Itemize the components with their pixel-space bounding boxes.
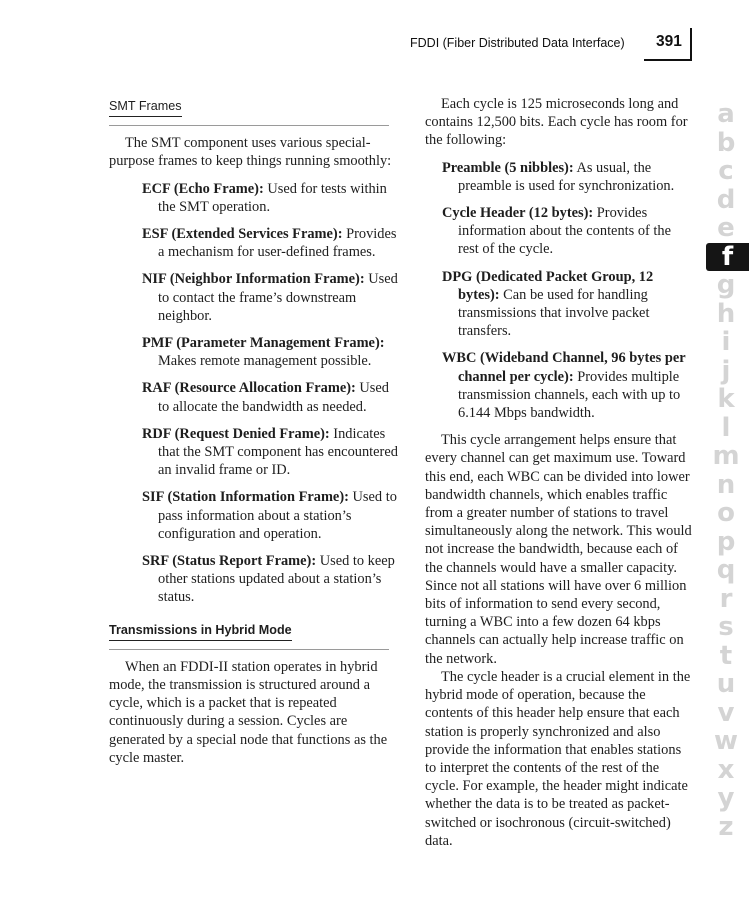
frame-desc: Used to pass information about a station’s configuration and operation. [158,489,397,542]
frame-desc: Used to contact the frame’s downstream neighbor. [158,271,398,324]
frame-term: RDF (Request Denied Frame): [142,425,330,442]
cycle-item-list [425,159,693,423]
frame-item-pmf [109,334,399,370]
item-term: DPG (Dedicated Packet Group, 12 bytes): [442,268,654,303]
item-term: WBC (Wideband Channel, 96 bytes per channel per cycle): [442,350,686,385]
thumb-tab-m: m [712,441,740,471]
frame-desc: Provides a mechanism for user-defined frames. [158,226,397,261]
thumb-tab-d: d [716,184,736,215]
right-column [425,95,693,850]
cycle-item-header [425,204,693,259]
heading-rule [109,649,389,650]
smt-intro-text: The SMT component uses various special-purpose frames to keep things running smoothly: [109,135,392,170]
cycle-item-wbc [425,349,693,422]
item-desc: Can be used for handling transmissions that involve packet transfers. [458,286,650,340]
hybrid-mode-heading: Transmissions in Hybrid Mode [109,621,292,641]
header-rule-horizontal [644,59,692,61]
frame-term: ESF (Extended Services Frame): [142,226,343,243]
thumb-tab-t: t [719,640,733,671]
frame-item-esf [109,225,399,261]
smt-frames-heading: SMT Frames [109,97,182,117]
thumb-tab-b: b [716,127,736,158]
item-term: Cycle Header (12 bytes): [442,205,594,222]
item-desc: Provides multiple transmission channels, each with up to 6.144 Mbps bandwidth. [458,368,681,422]
thumb-tab-s: s [718,612,734,642]
frame-desc: Used to keep other stations updated about a station’s status. [158,553,395,606]
cycle-item-dpg [425,268,693,341]
thumb-tab-k: k [717,384,735,414]
frame-desc: Indicates that the SMT component has encountered an invalid frame or ID. [158,425,398,479]
frame-term: NIF (Neighbor Information Frame): [142,271,365,288]
frame-term: PMF (Parameter Management Frame): [142,335,385,352]
frame-desc: Used to allocate the bandwidth as needed. [158,380,389,415]
thumb-tab-p: p [716,526,736,557]
frame-desc: Makes remote management possible. [158,353,372,370]
hybrid-paragraph: When an FDDI-II station operates in hybrid mode, the transmission is structured around a cycle, which is a packet that is repeated continuously during a session. Cycles are generated by a special node that functions as the cycle master. [109,658,388,766]
frame-term: SIF (Station Information Frame): [142,489,349,506]
thumb-index [706,100,746,841]
smt-intro-paragraph [109,134,399,170]
frame-item-srf [109,552,399,607]
thumb-tab-x: x [717,754,735,785]
running-header-title: FDDI (Fiber Distributed Data Interface) [410,36,625,50]
left-column [109,95,399,767]
thumb-tab-e: e [717,213,735,243]
thumb-tab-u: u [716,669,736,699]
frame-item-nif [109,270,399,325]
frame-term: RAF (Resource Allocation Frame): [142,380,356,397]
cycle-header-paragraph: The cycle header is a crucial element in the hybrid mode of operation, because the contents of this header help ensure that each station is properly synchronized and also provide the information that enables stations to interpret the contents of the rest of the cycle. For example, the header might indicate whether the data is to be treated as packet-switched or isochronous (circuit-switched) data. [425,668,691,849]
frame-item-sif [109,488,399,543]
thumb-tab-i: i [721,327,731,357]
page-number: 391 [656,33,682,50]
smt-frame-list [109,180,399,607]
item-desc: Provides information about the contents of the rest of the cycle. [458,205,672,258]
thumb-tab-y: y [717,783,735,813]
frame-item-ecf [109,180,399,216]
frame-term: ECF (Echo Frame): [142,180,264,197]
thumb-tab-j: j [721,355,731,386]
thumb-tab-h: h [716,298,736,329]
cycle-intro-paragraph: Each cycle is 125 microseconds long and contains 12,500 bits. Each cycle has room for the following: [425,96,688,149]
thumb-tab-v: v [717,697,735,728]
frame-term: SRF (Status Report Frame): [142,553,317,570]
thumb-tab-g: g [716,270,736,300]
thumb-tab-w: w [713,726,739,756]
thumb-tab-o: o [717,498,735,528]
item-term: Preamble (5 nibbles): [442,159,574,176]
frame-item-rdf [109,425,399,480]
thumb-tab-z: z [718,811,734,842]
thumb-tab-a: a [717,99,735,129]
thumb-tab-n: n [716,469,736,500]
frame-desc: Used for tests within the SMT operation. [158,180,387,215]
thumb-tab-f: f [706,243,749,272]
thumb-tab-l: l [721,412,731,443]
arrangement-paragraph: This cycle arrangement helps ensure that every channel can get maximum use. Toward this end, each WBC can be divided into lower bandwidth channels, which enables traffic from a greater number of stations to travel simultaneously along the network. This would not increase the bandwidth, because each of the channels would have a smaller capacity. Since not all stations will have over 6 million bits of information to send every second, turning a WBC into a few dozen 64 kbps channels can actually help increase traffic on the network. [425,432,692,667]
thumb-tab-c: c [718,156,734,186]
frame-item-raf [109,379,399,415]
heading-rule [109,125,389,126]
thumb-tab-r: r [719,583,733,614]
thumb-tab-q: q [716,555,736,585]
item-desc: As usual, the preamble is used for synchronization. [458,159,675,194]
cycle-item-preamble [425,159,693,195]
header-rule-vertical [690,28,692,61]
